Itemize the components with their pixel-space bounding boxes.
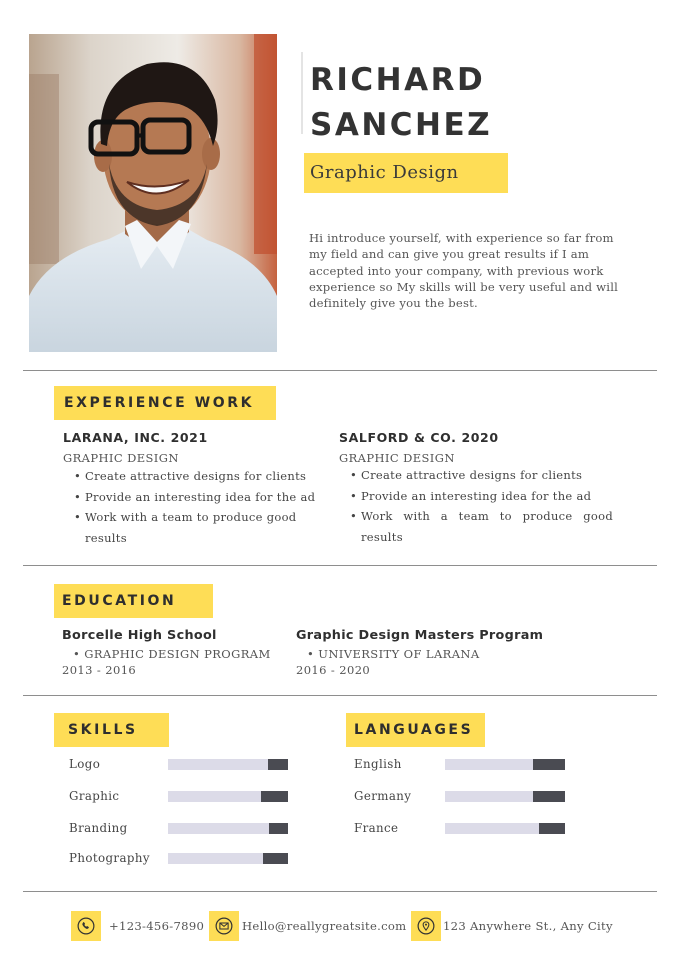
skill-label: Logo [69,757,101,771]
portrait-image [29,34,277,352]
program-name: • GRAPHIC DESIGN PROGRAM [73,647,271,661]
phone-number: +123-456-7890 [109,919,205,933]
job-duties [63,466,318,548]
skill-level-bar [445,759,565,770]
location-icon [411,911,441,941]
languages-title: LANGUAGES [346,713,485,747]
skill-level-marker [269,823,288,834]
skill-label: Branding [69,821,128,835]
skill-level-bar [168,823,288,834]
contact-address [411,911,613,941]
education-entry [62,628,292,677]
divider [23,891,657,892]
role-badge: Graphic Design [304,153,508,193]
last-name: SANCHEZ [310,107,493,143]
skill-label: Germany [354,789,412,803]
job-position: GRAPHIC DESIGN [63,451,179,465]
job-duties [339,465,613,547]
school-name: Graphic Design Masters Program [296,628,544,643]
study-years: 2016 - 2020 [296,663,371,677]
study-years: 2013 - 2016 [62,663,137,677]
program-label: GRAPHIC DESIGN PROGRAM [84,647,271,661]
divider [23,565,657,566]
program-label: UNIVERSITY OF LARANA [318,647,480,661]
education-entry [296,628,566,677]
skill-level-bar [445,791,565,802]
education-title: EDUCATION [54,584,213,618]
school-name: Borcelle High School [62,628,217,643]
skill-level-bar [445,823,565,834]
job-company: LARANA, INC. 2021 [63,430,208,445]
skill-label: English [354,757,402,771]
list-item: • Create attractive designs for clients [63,466,318,487]
job-block [63,430,323,548]
skill-level-marker [533,791,565,802]
skill-label: Graphic [69,789,120,803]
contact-email [209,911,406,941]
skill-row [354,757,584,773]
skill-level-bar [168,791,288,802]
skill-level-bar [168,853,288,864]
list-item: • Work with a team to produce good results [339,506,613,547]
divider [23,370,657,371]
name-divider [301,52,303,134]
skill-level-marker [533,759,565,770]
job-block [339,430,619,547]
intro-text: Hi introduce yourself, with experience so far from my field and can give you great results if I am accepted into your company, with previous work experience so My skills will be very useful and will definitely give you the best. [309,231,619,311]
skill-row [354,821,584,837]
job-position: GRAPHIC DESIGN [339,451,455,465]
skill-level-marker [261,791,288,802]
skill-level-marker [263,853,288,864]
divider [23,695,657,696]
skill-row [69,789,299,805]
list-item: • Create attractive designs for clients [339,465,613,486]
program-name: • UNIVERSITY OF LARANA [307,647,480,661]
phone-icon [71,911,101,941]
skill-level-marker [539,823,565,834]
list-item: • Provide an interesting idea for the ad [339,486,613,507]
list-item: • Work with a team to produce good results [63,507,318,548]
skill-row [354,789,584,805]
job-company: SALFORD & CO. 2020 [339,430,499,445]
email-address: Hello@reallygreatsite.com [242,919,407,933]
skill-label: France [354,821,399,835]
contact-phone [71,911,204,941]
skills-title: SKILLS [54,713,169,747]
profile-photo [29,34,277,352]
experience-title: EXPERIENCE WORK [54,386,276,420]
mail-icon [209,911,239,941]
street-address: 123 Anywhere St., Any City [443,919,613,933]
candidate-name [310,58,650,148]
skill-row [69,757,299,773]
skill-row [69,821,299,837]
skill-label: Photography [69,851,150,865]
skill-level-marker [268,759,288,770]
skill-row [69,851,299,867]
skill-level-bar [168,759,288,770]
first-name: RICHARD [310,62,486,98]
list-item: • Provide an interesting idea for the ad [63,487,318,508]
